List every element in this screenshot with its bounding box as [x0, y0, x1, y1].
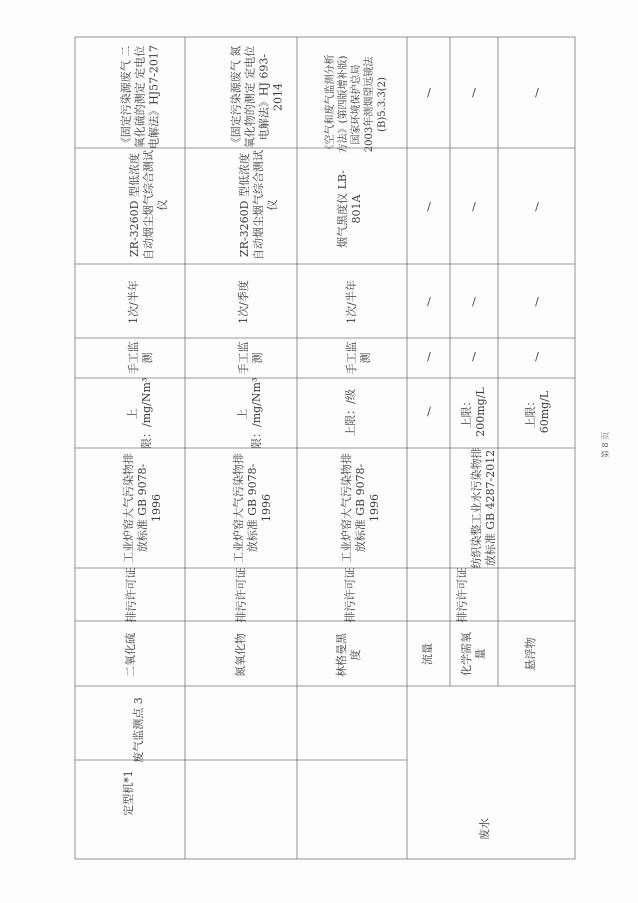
water3-instrument: /	[535, 200, 539, 213]
water-basis: 排污许可证	[455, 567, 469, 623]
row3-basis: 排污许可证	[343, 567, 357, 623]
row1-method: 《固定污染源废气 二氧化硫的测定 定电位电解法》HJ57-2017	[119, 45, 161, 149]
row2-item: 氮氧化物	[234, 633, 247, 677]
row3-item: 林格曼黑度	[335, 633, 362, 677]
row1-limit: 上限：/mg/Nm³	[126, 377, 153, 449]
water1-instrument: /	[427, 200, 431, 213]
water1-item: 流量	[421, 643, 434, 665]
row1-basis: 排污许可证	[124, 567, 138, 623]
water2-mode: /	[472, 350, 476, 363]
row1-standard: 工业炉窑大气污染物排放标准 GB 9078-1996	[122, 453, 163, 563]
row2-basis: 排污许可证	[234, 567, 248, 623]
water2-frequency: /	[472, 295, 476, 308]
row3-method: 《空气和废气监测分析方法》(第四版增补版)国家环境保护总局 2003年测烟望远镜法(B)5.3.3(2)	[325, 54, 388, 155]
water1-method: /	[427, 86, 431, 99]
page-number: 第 8 页	[601, 431, 610, 459]
water2-limit: 上限：200mg/L	[460, 387, 487, 437]
row2-instrument: ZR-3260D 型低浓度自动烟尘烟气综合测试仪	[238, 150, 279, 260]
row1-instrument: ZR-3260D 型低浓度自动烟尘烟气综合测试仪	[128, 150, 169, 260]
water3-limit: 上限：60mg/L	[524, 390, 551, 434]
section-water-label: 废水	[478, 818, 491, 840]
row3-limit: 上限：/级	[344, 389, 357, 437]
water2-item: 化学需氧量	[460, 632, 487, 676]
water-standard: 纺织染整工业水污染物排放标准 GB 4287-2012	[470, 447, 497, 569]
row1-frequency: 1次/半年	[127, 280, 140, 324]
water3-mode: /	[535, 350, 539, 363]
row2-mode: 手工监测	[237, 341, 264, 375]
row3-instrument: 烟气黑度仪 LB-801A	[336, 170, 363, 248]
row2-method: 《固定污染源废气 氮氧化物的测定 定电位电解法》HJ 693-2014	[229, 45, 285, 149]
row2-frequency: 1次/季度	[237, 280, 250, 324]
row1-item: 二氧化硫	[124, 633, 137, 677]
water3-method: /	[535, 86, 539, 99]
group-point: 废气监测点 3	[132, 697, 145, 763]
row3-mode: 手工监测	[345, 341, 372, 375]
row3-standard: 工业炉窑大气污染物排放标准 GB 9078-1996	[340, 453, 381, 563]
row2-standard: 工业炉窑大气污染物排放标准 GB 9078-1996	[232, 453, 273, 563]
row1-mode: 手工监测	[127, 341, 154, 375]
water1-frequency: /	[427, 295, 431, 308]
water3-item: 悬浮物	[524, 637, 537, 671]
water2-method: /	[472, 86, 476, 99]
water1-limit: /	[427, 405, 431, 418]
row3-frequency: 1次/半年	[345, 280, 358, 324]
water3-frequency: /	[535, 295, 539, 308]
water1-mode: /	[427, 350, 431, 363]
row2-limit: 上限：/mg/Nm³	[236, 377, 263, 449]
water2-instrument: /	[472, 200, 476, 213]
group-category: 定型机*1	[122, 770, 135, 816]
